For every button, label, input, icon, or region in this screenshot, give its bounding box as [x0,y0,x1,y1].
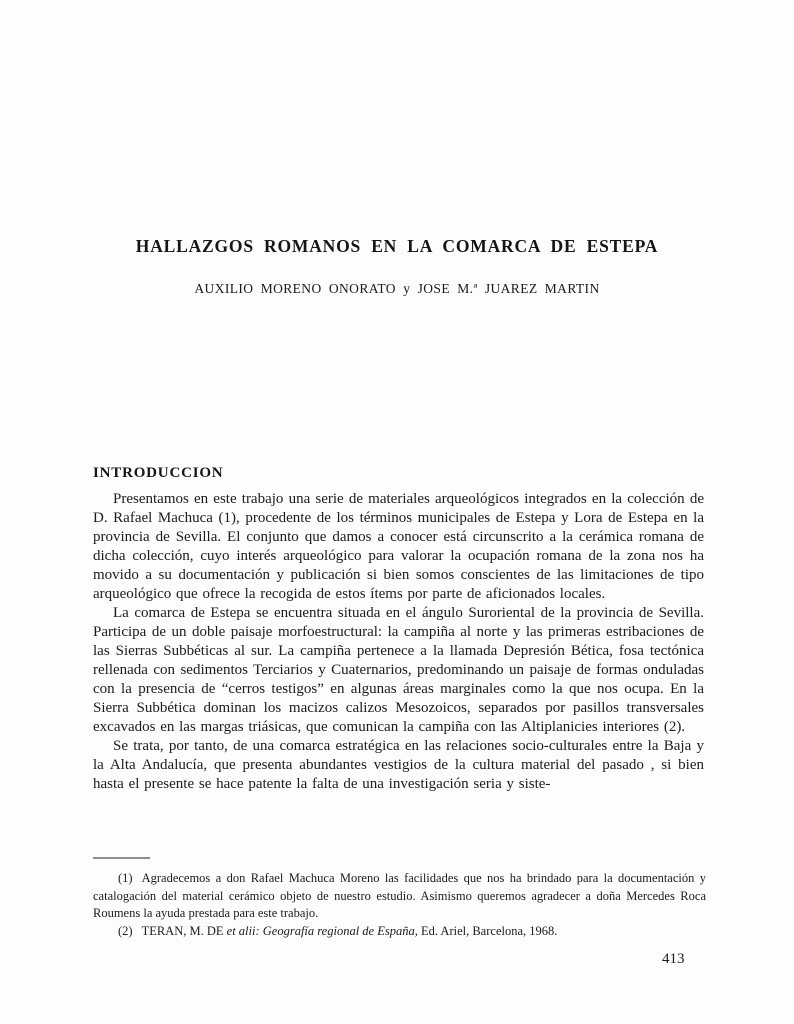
section-heading-introduccion: INTRODUCCION [93,465,224,482]
footnote-marker: (1) [118,871,133,885]
footnote-separator-rule [93,857,150,859]
footnote-text: Agradecemos a don Rafael Machuca Moreno las facilidades que nos ha brindado para la documentación y catalogación del material cerámico objeto de nuestro estudio. Asimismo queremos agradecer a doña Mercedes Roca Roumens la ayuda prestada para este trabajo. [93,871,706,920]
footnote-2 [93,923,706,941]
footnote-text: TERAN, M. DE [141,923,227,938]
footnote-text: Ed. Ariel, Barcelona, 1968. [417,923,558,938]
article-body [93,490,704,794]
footnote-marker: (2) [118,923,133,938]
article-title: HALLAZGOS ROMANOS EN LA COMARCA DE ESTEPA [135,235,659,256]
footnotes-section [93,870,706,940]
body-paragraph: Se trata, por tanto, de una comarca estratégica en las relaciones socio-culturales entre la Baja y la Alta Andalucía, que presenta abundantes vestigios de la cultura material del pasado , si bien hasta el presente se hace patente la falta de una investigación seria y siste- [93,738,704,792]
article-authors: AUXILIO MORENO ONORATO y JOSE M.ª JUAREZ MARTIN [194,281,600,296]
body-paragraph: La comarca de Estepa se encuentra situada en el ángulo Suroriental de la provincia de Sevilla. Participa de un doble paisaje morfoestructural: la campiña al norte y las primeras estribaciones de las Sierras Subbéticas al sur. La campiña pertenece a la llamada Depresión Bética, fosa tectónica rellenada con sedimentos Terciarios y Cuaternarios, predominando un paisaje de formas onduladas con la presencia de “cerros testigos” en algunas áreas marginales como la que nos ocupa. En la Sierra Subbética dominan los macizos calizos Mesozoicos, separados por pasillos transversales excavados en las margas triásicas, que comunican la campiña con las Altiplanicies interiores (2). [93,605,704,735]
footnote-citation-italic: et alii: Geografía regional de España, [226,923,418,938]
footnote-1 [93,870,706,923]
body-paragraph: Presentamos en este trabajo una serie de materiales arqueológicos integrados en la colección de D. Rafael Machuca (1), procedente de los términos municipales de Estepa y Lora de Estepa en la provincia de Sevilla. El conjunto que damos a conocer está circunscrito a la cerámica romana de dicha colección, cuyo interés arqueológico para valorar la ocupación romana de la zona nos ha movido a su documentación y publicación si bien somos conscientes de las limitaciones de tipo arqueológico que ofrece la recogida de estos ítems por parte de aficionados locales. [93,491,704,602]
page-number: 413 [662,951,685,967]
